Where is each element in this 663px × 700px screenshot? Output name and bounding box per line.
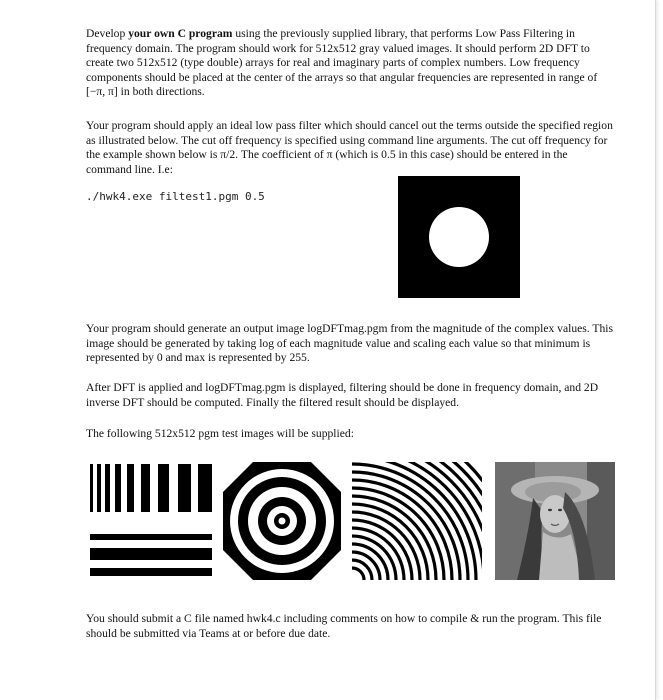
curved-lines-icon [352, 462, 482, 580]
emphasis-own-program: your own C program [128, 27, 233, 40]
intro-text-end: in both directions. [117, 85, 205, 99]
filter-paragraph: Your program should apply an ideal low pass filter which should cancel out the terms outside the specified region as illustrated below. The cut off frequency is specified using command line arguments. The cut off frequency for the example shown below is π/2. The coefficient of π (which is 0.5 in this case) should be entered in the command line. I.e: [86, 119, 613, 176]
command-example: ./hwk4.exe filtest1.pgm 0.5 [86, 190, 265, 203]
test-images-caption: The following 512x512 pgm test images will be supplied: [86, 427, 354, 440]
intro-text-start: Develop [86, 27, 129, 40]
inverse-dft-paragraph: After DFT is applied and logDFTmag.pgm is displayed, filtering should be done in frequency domain, and 2D inverse DFT should be computed. Finally the filtered result should be displayed. [86, 381, 599, 409]
logdft-paragraph: Your program should generate an output image logDFTmag.pgm from the magnitude of the complex values. This image should be generated by taking log of each magnitude value and scaling each value so that minimum is represented by 0 and max is represented by 255. [86, 322, 613, 365]
intro-text-middle: using the previously supplied library, that performs Low Pass Filtering in frequency domain. The program should work for 512x512 gray valued images. It should perform 2D DFT to create two 512x512 (type double) arrays for real and imaginary parts of complex numbers. Low frequency components should be placed at the center of the arrays so that angular frequencies are represented in range of [86, 27, 598, 84]
low-pass-filter-mask-figure [398, 176, 520, 298]
frequency-range: [−π, π] [86, 85, 118, 99]
passband-circle [429, 207, 489, 267]
concentric-rings-icon [223, 462, 341, 580]
intro-paragraph [86, 27, 616, 100]
submission-paragraph: You should submit a C file named hwk4.c including comments on how to compile & run the program. This file should be submitted via Teams at or before due date. [86, 612, 602, 640]
photo-portrait-icon [495, 462, 615, 580]
bars-pattern-icon [86, 462, 216, 580]
